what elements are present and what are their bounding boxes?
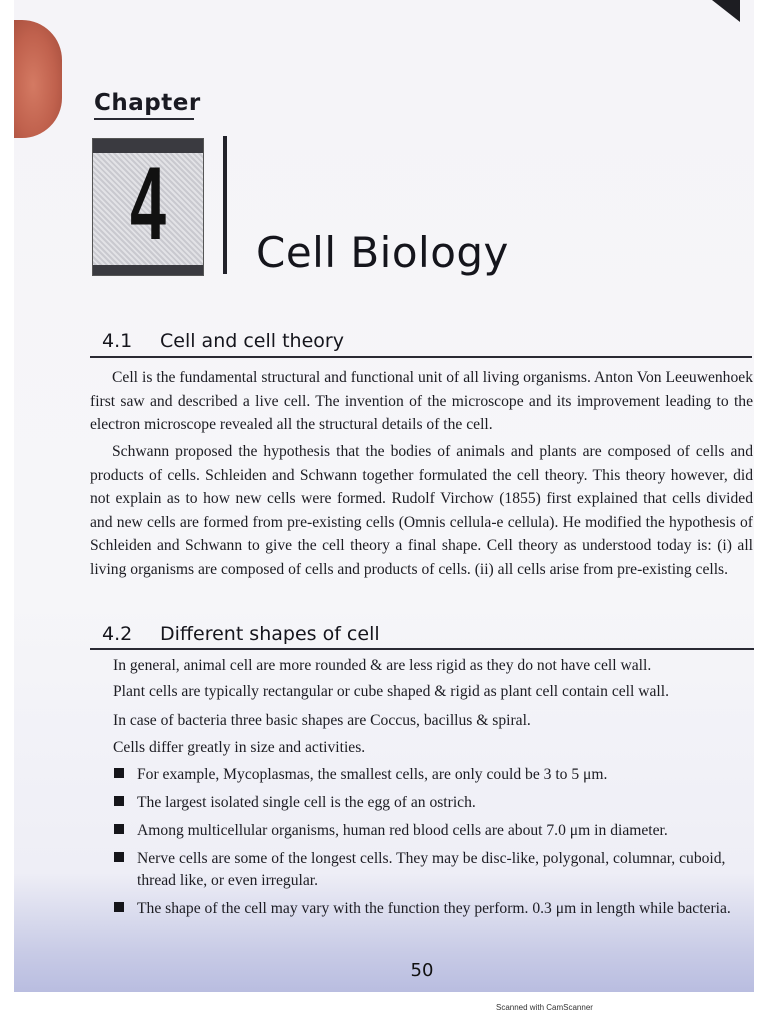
text-line: In case of bacteria three basic shapes are Coccus, bacillus & spiral. bbox=[113, 712, 531, 729]
section-number: 4.1 bbox=[102, 330, 133, 352]
chapter-label: Chapter bbox=[94, 90, 201, 116]
page-corner-shadow bbox=[712, 0, 740, 22]
bullet-square-icon bbox=[114, 796, 124, 806]
text-line: Cells differ greatly in size and activities. bbox=[113, 739, 366, 756]
book-page: Chapter 4 Cell Biology 4.1 Cell and cell theory Cell is the fundamental structural and functional unit of all living organisms. Anton Von Leeuwenhoek first saw and described a live cell. The invention of the microscope and its improvement leading to the electron microscope revealed all the structural details of the cell. Schwann proposed the hypothesis that the bodies of animals and plants are composed of cells and products of cells. Schleiden and Schwann together formulated the cell theory. This theory however, did not explain as to how new cells were formed. Rudolf Virchow (1855) first explained that cells divided and new cells are formed from pre-existing cells (Omnis cellula-e cellula). He modified the hypothesis of Schleiden and Schwann to give the cell theory a final shape. Cell theory as understood today is: (i) all living organisms are composed of cells and products of cells. (ii) all cells arise from pre-existing cells. 4.2 Different shapes of cell In general, animal cell are more rounded & are less rigid as they do not have cell wall. Plant cells are typically rectangular or cube shaped & rigid as plant cell contain cell wall. In case of bacteria three basic shapes are Coccus, bacillus & spiral. Cells differ greatly in size and activities. For example, Mycoplasmas, the smallest cells, are only could be 3 to 5 μm. The largest isolated single cell is the egg of an ostrich. Among multicellular organisms, human red blood cells are about 7.0 μm in diameter. Nerve cells are some of the longest cells. They may be disc-like, polygonal, columnar, cuboid, thread like, or even irregular. The shape of the cell may vary with the function they perform. 0.3 μm in length while bacteria. 50 bbox=[14, 0, 754, 992]
page-number: 50 bbox=[410, 960, 434, 981]
chapter-title: Cell Biology bbox=[256, 228, 509, 277]
chapter-number: 4 bbox=[130, 146, 166, 262]
scanner-watermark: Scanned with CamScanner bbox=[496, 1003, 593, 1012]
number-box-bottom-band bbox=[93, 265, 203, 275]
bullet-square-icon bbox=[114, 902, 124, 912]
bullet-square-icon bbox=[114, 768, 124, 778]
chapter-number-box bbox=[92, 138, 204, 276]
section-title: Cell and cell theory bbox=[160, 330, 344, 352]
paragraph: Schwann proposed the hypothesis that the bodies of animals and plants are composed of cells and products of cells. Schleiden and Schwann together formulated the cell theory. This theory however, did not explain as to how new cells were formed. Rudolf Virchow (1855) first explained that cells divided and new cells are formed from pre-existing cells (Omnis cellula-e cellula). He modified the hypothesis of Schleiden and Schwann to give the cell theory a final shape. Cell theory as understood today is: (i) all living organisms are composed of cells and products of cells. (ii) all cells arise from pre-existing cells. bbox=[90, 443, 753, 578]
text-line: In general, animal cell are more rounded & are less rigid as they do not have cell wall. bbox=[113, 657, 652, 674]
text-line: Plant cells are typically rectangular or cube shaped & rigid as plant cell contain cell wall. bbox=[113, 683, 669, 700]
section-heading-4-1 bbox=[102, 330, 344, 352]
bullet-square-icon bbox=[114, 824, 124, 834]
chapter-title-divider bbox=[223, 136, 227, 274]
section-rule bbox=[90, 648, 754, 650]
section-title: Different shapes of cell bbox=[160, 623, 380, 645]
finger-holding-page bbox=[14, 20, 62, 138]
bullet-square-icon bbox=[114, 852, 124, 862]
chapter-label-underline bbox=[94, 118, 194, 120]
section-rule bbox=[90, 356, 752, 358]
section-number: 4.2 bbox=[102, 623, 133, 645]
section-heading-4-2 bbox=[102, 623, 380, 645]
paragraph: Cell is the fundamental structural and functional unit of all living organisms. Anton Von Leeuwenhoek first saw and described a live cell. The invention of the microscope and its improvement leading to the electron microscope revealed all the structural details of the cell. bbox=[90, 369, 753, 433]
